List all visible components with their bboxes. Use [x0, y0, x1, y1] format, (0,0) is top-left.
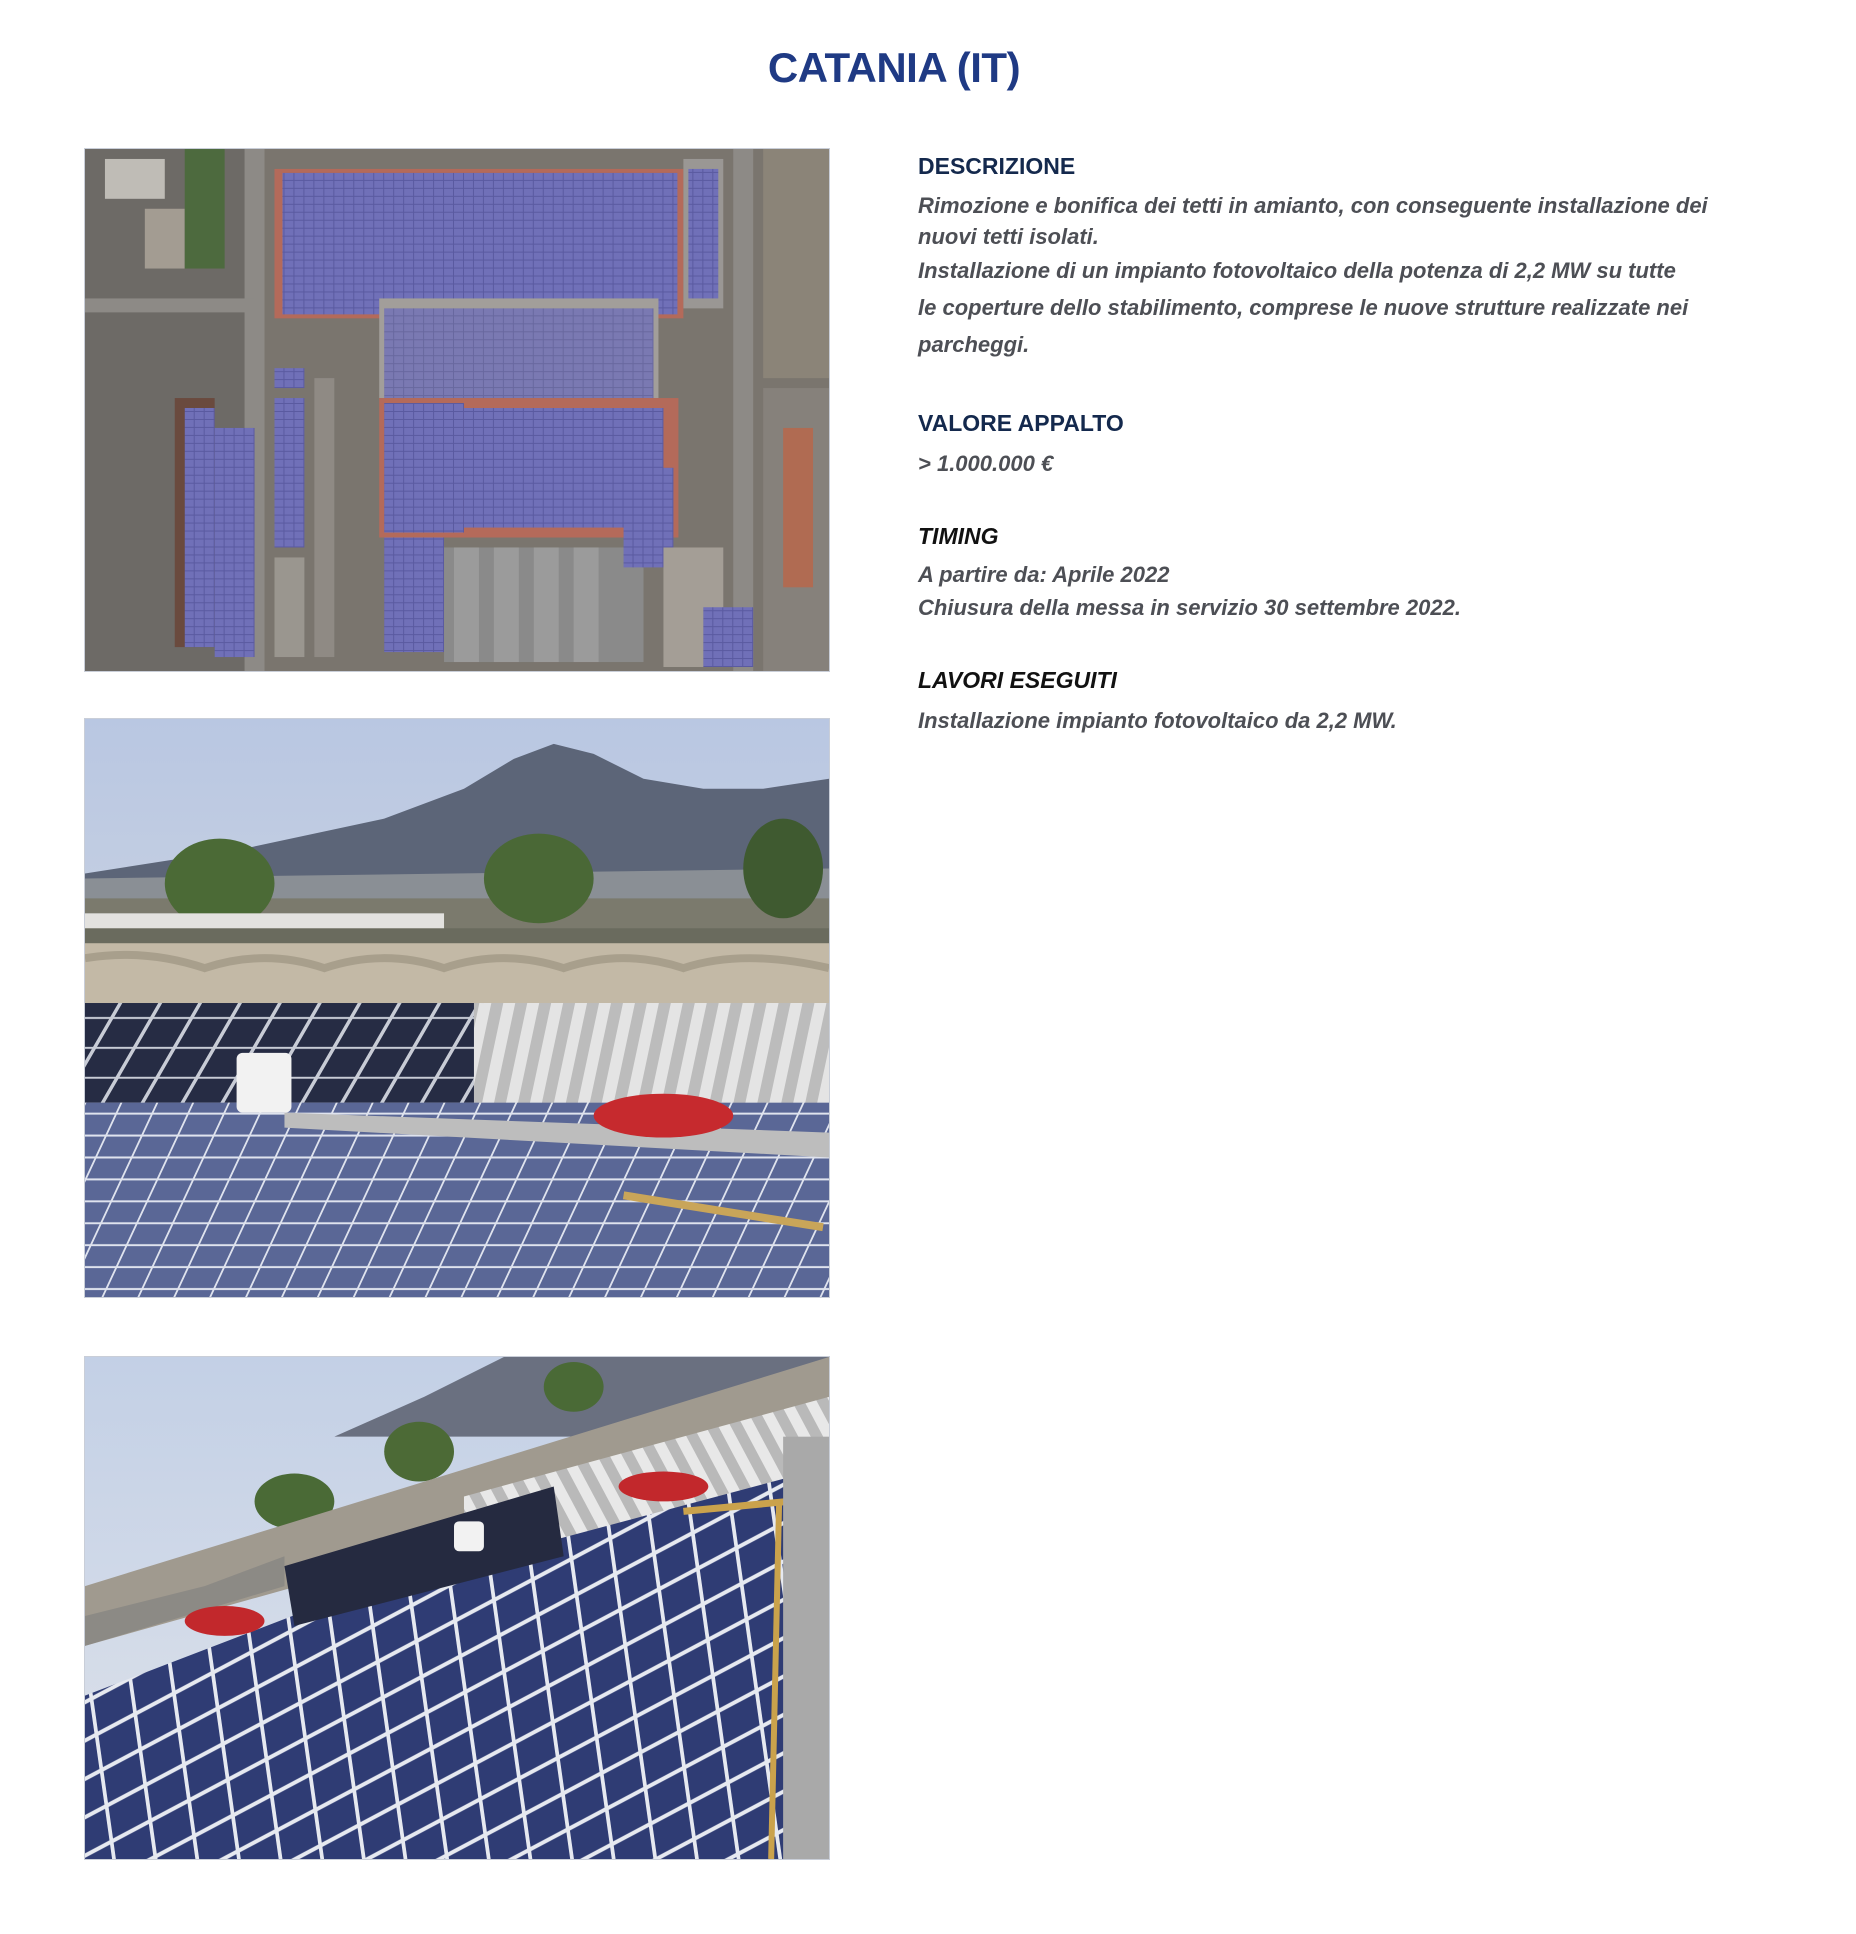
descrizione-heading: DESCRIZIONE: [918, 153, 1076, 179]
descrizione-line-5: parcheggi.: [918, 332, 1030, 357]
timing-end: Chiusura della messa in servizio 30 settembre 2022.: [918, 595, 1461, 620]
rooftop-panels-mountain-photo: [84, 718, 830, 1298]
descrizione-line-4: le coperture dello stabilimento, comprese le nuove strutture realizzate nei: [918, 295, 1689, 320]
rooftop-panels-angle-photo: [84, 1356, 830, 1860]
valore-value: > 1.000.000 €: [918, 451, 1054, 476]
descrizione-line-3: Installazione di un impianto fotovoltaico della potenza di 2,2 MW su tutte: [918, 258, 1676, 283]
descrizione-line-1: Rimozione e bonifica dei tetti in amianto, con conseguente installazione dei: [918, 193, 1708, 218]
page-title: CATANIA (IT): [767, 44, 1021, 91]
timing-heading: TIMING: [918, 523, 999, 549]
lavori-text: Installazione impianto fotovoltaico da 2,2 MW.: [918, 708, 1397, 733]
descrizione-line-2: nuovi tetti isolati.: [918, 224, 1099, 249]
lavori-heading: LAVORI ESEGUITI: [918, 667, 1117, 693]
timing-start: A partire da: Aprile 2022: [918, 562, 1170, 587]
valore-heading: VALORE APPALTO: [918, 410, 1124, 436]
aerial-view-photo: [84, 148, 830, 672]
project-info: [918, 152, 1798, 737]
